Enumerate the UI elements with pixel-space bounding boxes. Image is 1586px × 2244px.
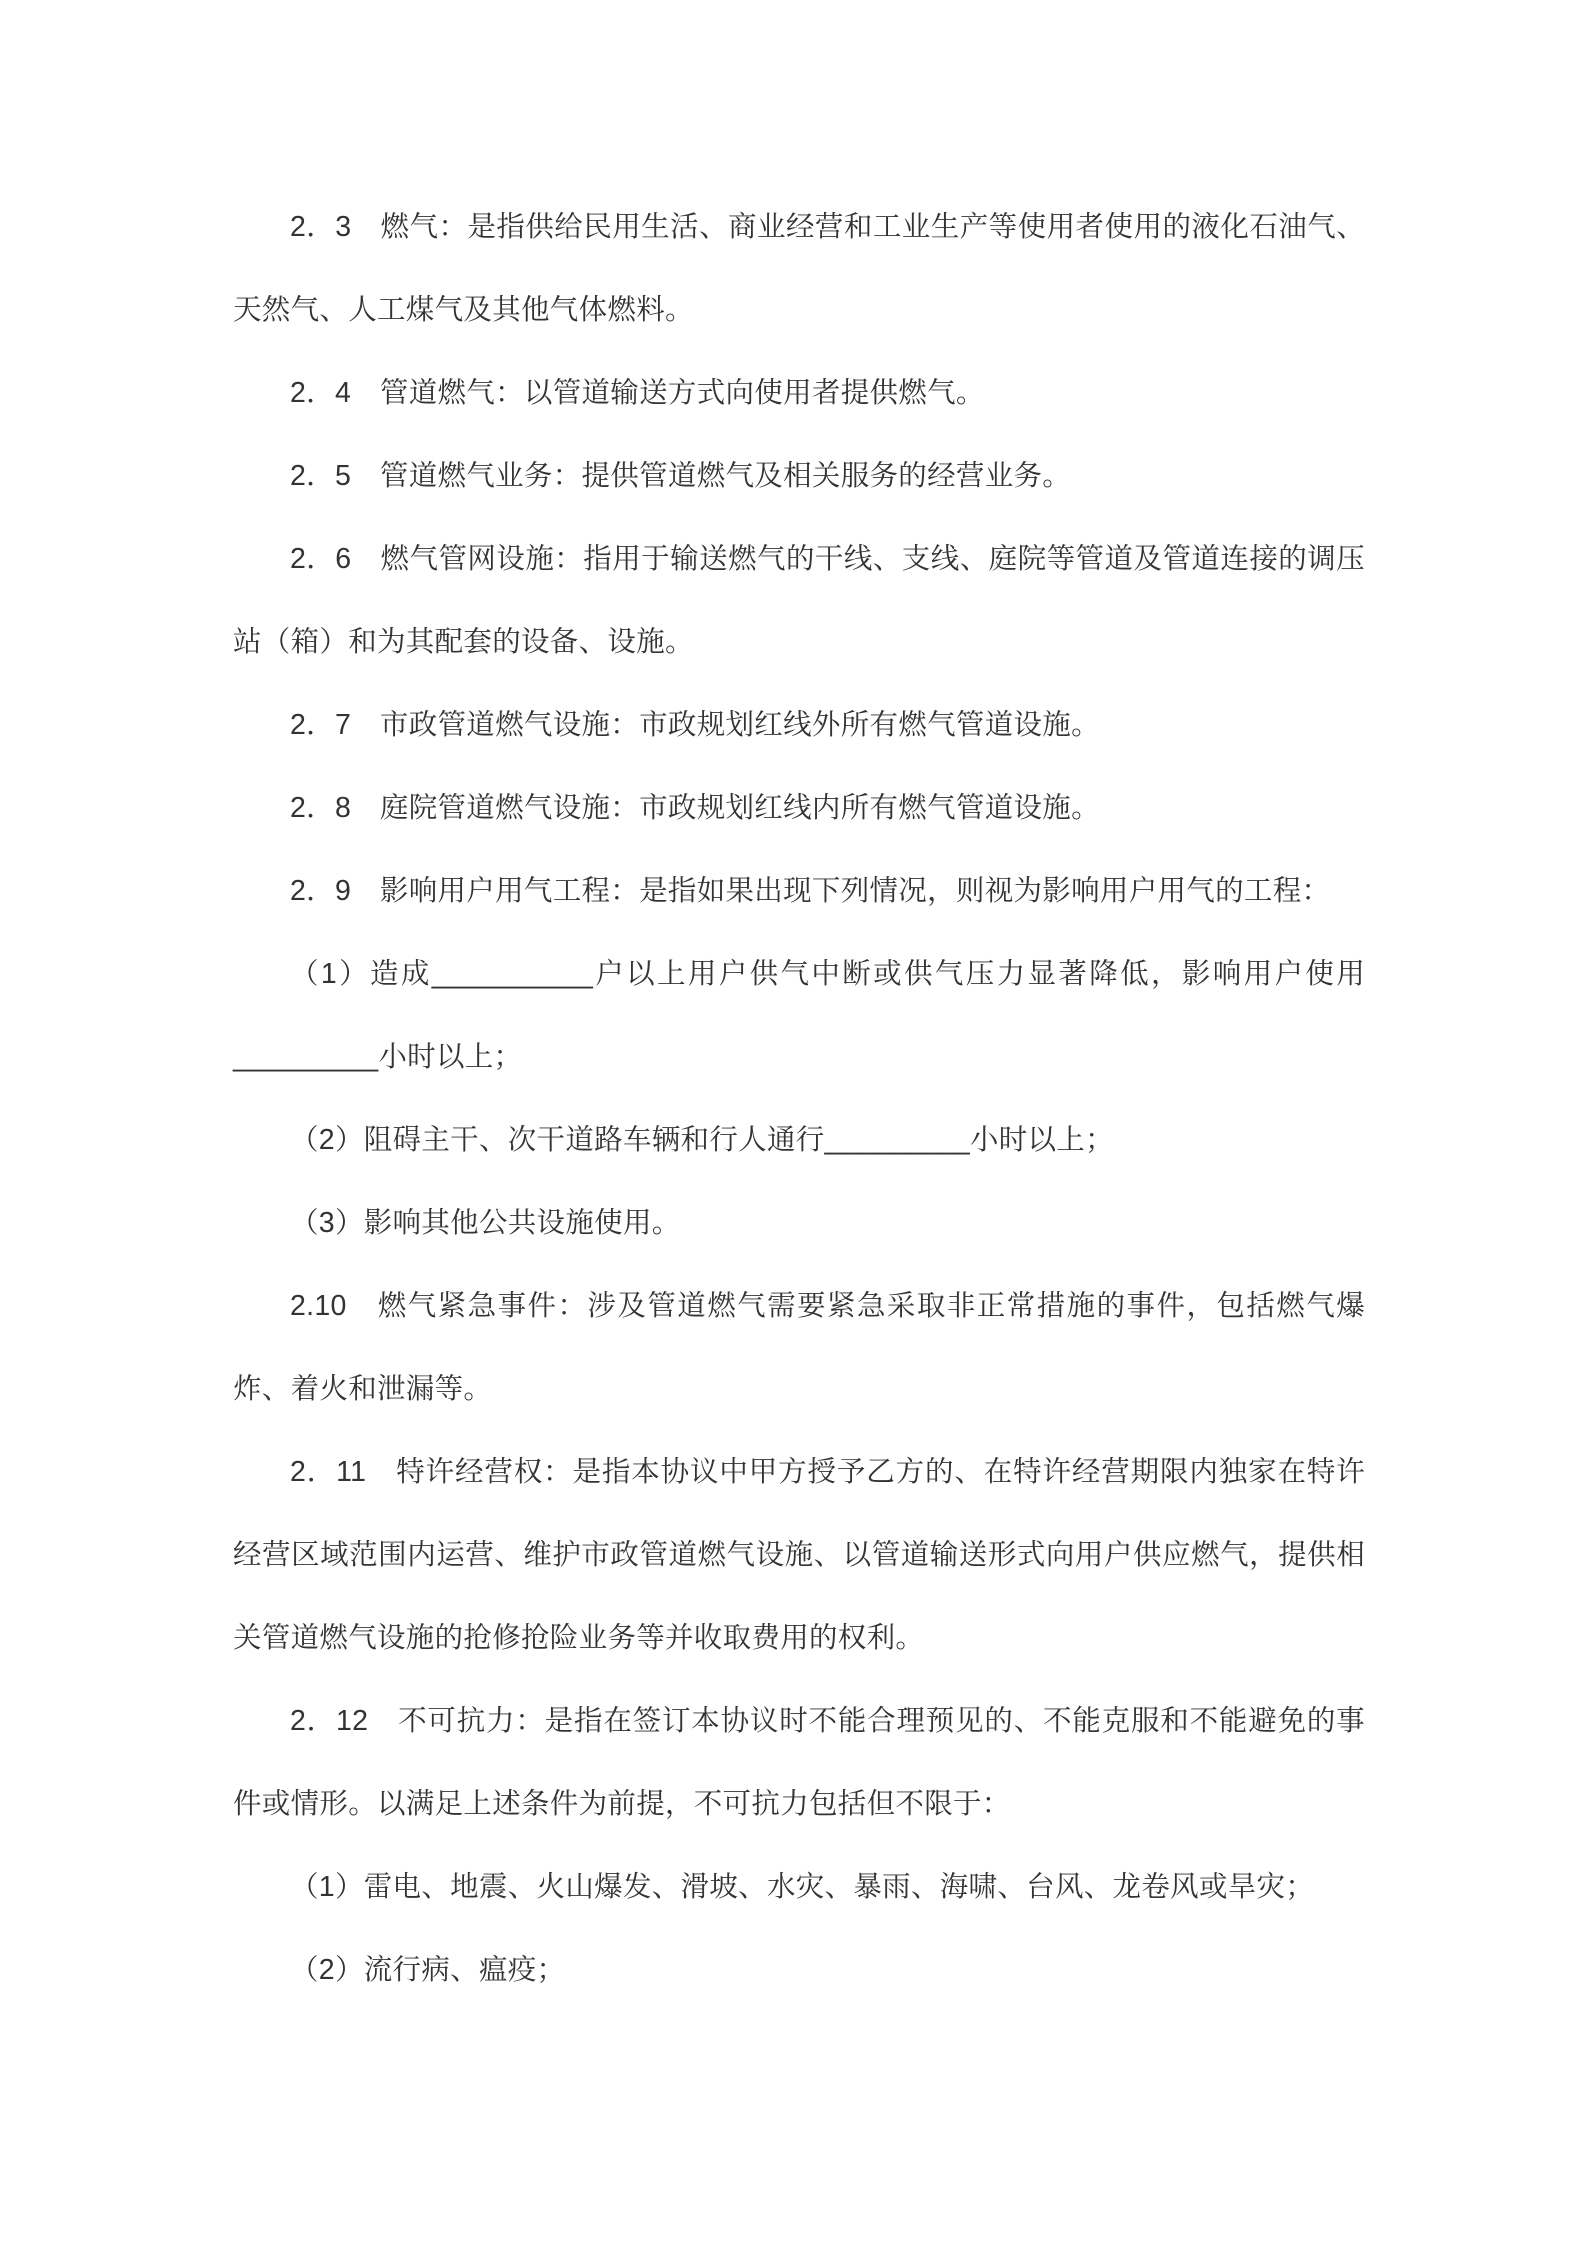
clause-2-8: 2．8 庭院管道燃气设施：市政规划红线内所有燃气管道设施。 (290, 792, 1100, 824)
clause-2-3: 2．3 燃气：是指供给民用生活、商业经营和工业生产等使用者使用的液化石油气、天然气、人工煤气及其他气体燃料。 (233, 211, 1365, 326)
clause-2-12: 2．12 不可抗力：是指在签订本协议时不能合理预见的、不能克服和不能避免的事件或情形。以满足上述条件为前提，不可抗力包括但不限于： (233, 1705, 1365, 1820)
clause-2-5: 2．5 管道燃气业务：提供管道燃气及相关服务的经营业务。 (290, 460, 1072, 492)
clause-2-9: 2．9 影响用户用气工程：是指如果出现下列情况，则视为影响用户用气的工程： (290, 875, 1331, 907)
clause-2-12-item-1: （1）雷电、地震、火山爆发、滑坡、水灾、暴雨、海啸、台风、龙卷风或旱灾； (290, 1871, 1315, 1903)
clause-2-9-item-1: （1）造成__________户以上用户供气中断或供气压力显著降低，影响用户使用_________小时以上； (233, 958, 1365, 1073)
clause-2-12-item-2: （2）流行病、瘟疫； (290, 1954, 566, 1986)
clause-2-11: 2．11 特许经营权：是指本协议中甲方授予乙方的、在特许经营期限内独家在特许经营区域范围内运营、维护市政管道燃气设施、以管道输送形式向用户供应燃气，提供相关管道燃气设施的抢修抢险业务等并收取费用的权利。 (233, 1456, 1365, 1654)
clause-2-9-item-3: （3）影响其他公共设施使用。 (290, 1207, 681, 1239)
clause-2-9-item-2: （2）阻碍主干、次干道路车辆和行人通行_________小时以上； (290, 1124, 1114, 1156)
clause-2-7: 2．7 市政管道燃气设施：市政规划红线外所有燃气管道设施。 (290, 709, 1100, 741)
clause-2-10: 2.10 燃气紧急事件：涉及管道燃气需要紧急采取非正常措施的事件，包括燃气爆炸、着火和泄漏等。 (233, 1290, 1365, 1405)
clause-2-4: 2．4 管道燃气：以管道输送方式向使用者提供燃气。 (290, 377, 985, 409)
clause-2-6: 2．6 燃气管网设施：指用于输送燃气的干线、支线、庭院等管道及管道连接的调压站（箱）和为其配套的设备、设施。 (233, 543, 1365, 658)
